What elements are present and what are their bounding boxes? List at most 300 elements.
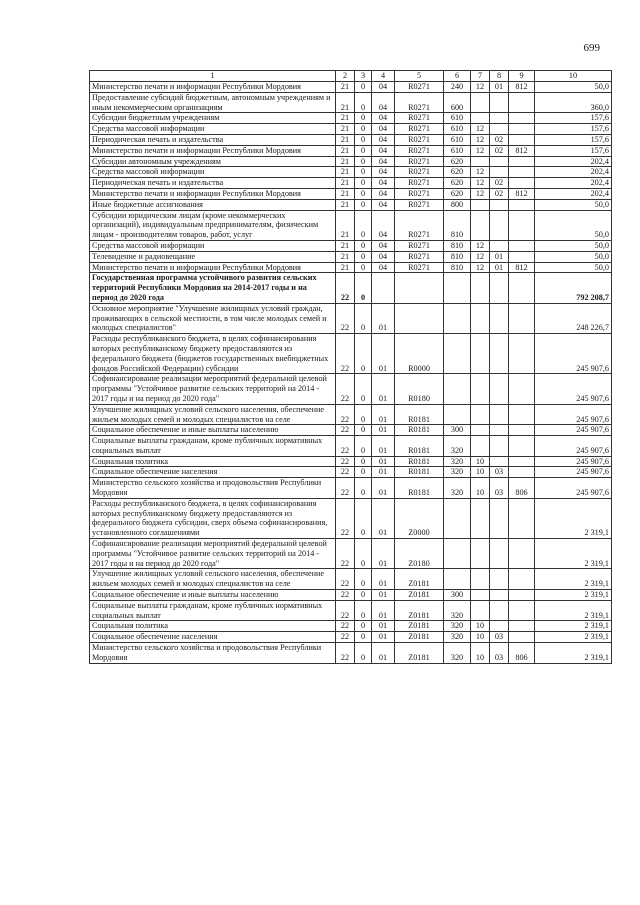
cell-ministry [509,621,535,632]
cell-subsection: 01 [490,262,509,273]
row-name: Министерство сельского хозяйства и продовольствия Республики Мордовия [90,478,336,499]
cell-amount: 2 319,1 [535,643,612,664]
cell-subprogram: 04 [372,145,395,156]
cell-amount: 245 907,6 [535,334,612,374]
cell-ministry [509,590,535,601]
row-name: Периодическая печать и издательства [90,134,336,145]
cell-section [471,404,490,425]
cell-admin: 21 [336,124,355,135]
cell-subsection [490,590,509,601]
cell-ministry: 806 [509,478,535,499]
cell-ministry [509,404,535,425]
cell-amount: 245 907,6 [535,425,612,436]
cell-amount: 50,0 [535,82,612,93]
table-row [90,456,612,467]
cell-expense-type: 320 [444,478,471,499]
cell-ministry [509,334,535,374]
cell-subsection [490,621,509,632]
cell-subprogram: 04 [372,134,395,145]
cell-ministry [509,92,535,113]
cell-admin: 22 [336,632,355,643]
cell-ministry [509,539,535,569]
cell-program-type: 0 [355,498,372,538]
row-name: Социальное обеспечение и иные выплаты населению [90,425,336,436]
table-row [90,374,612,404]
row-name: Средства массовой информации [90,167,336,178]
table-row [90,145,612,156]
cell-program-type: 0 [355,178,372,189]
cell-program-type: 0 [355,92,372,113]
cell-expense-type [444,334,471,374]
table-row [90,82,612,93]
cell-admin: 22 [336,643,355,664]
cell-amount: 2 319,1 [535,569,612,590]
cell-section: 12 [471,145,490,156]
table-body [90,82,612,664]
cell-direction: R0181 [395,456,444,467]
cell-amount: 2 319,1 [535,632,612,643]
cell-subprogram: 01 [372,643,395,664]
cell-admin: 21 [336,199,355,210]
cell-program-type: 0 [355,303,372,333]
cell-expense-type: 320 [444,632,471,643]
cell-expense-type: 620 [444,167,471,178]
cell-admin: 22 [336,334,355,374]
cell-direction: R0271 [395,251,444,262]
cell-subsection [490,303,509,333]
cell-amount: 2 319,1 [535,600,612,621]
cell-ministry [509,600,535,621]
cell-section: 10 [471,632,490,643]
cell-program-type: 0 [355,425,372,436]
cell-admin: 21 [336,156,355,167]
cell-amount: 202,4 [535,188,612,199]
cell-subsection [490,240,509,251]
cell-subsection: 01 [490,251,509,262]
cell-program-type: 0 [355,621,372,632]
table-row [90,156,612,167]
cell-subsection [490,404,509,425]
table-row [90,251,612,262]
table-row [90,569,612,590]
cell-direction: R0181 [395,478,444,499]
cell-ministry [509,569,535,590]
cell-direction: Z0181 [395,590,444,601]
cell-amount: 245 907,6 [535,374,612,404]
cell-subsection: 02 [490,145,509,156]
cell-direction: R0271 [395,262,444,273]
cell-expense-type: 810 [444,251,471,262]
cell-admin: 22 [336,273,355,303]
cell-admin: 21 [336,210,355,240]
cell-subsection [490,425,509,436]
cell-subprogram: 01 [372,303,395,333]
cell-amount: 2 319,1 [535,498,612,538]
cell-amount: 245 907,6 [535,456,612,467]
cell-amount: 202,4 [535,178,612,189]
cell-ministry: 812 [509,82,535,93]
cell-section [471,273,490,303]
row-name: Средства массовой информации [90,124,336,135]
table-row [90,113,612,124]
cell-expense-type: 810 [444,210,471,240]
cell-section [471,498,490,538]
row-name: Улучшение жилищных условий сельского населения, обеспечение жильем молодых семей и молодых специалистов на селе [90,404,336,425]
cell-expense-type: 300 [444,590,471,601]
table-row [90,404,612,425]
cell-expense-type: 620 [444,188,471,199]
cell-admin: 22 [336,498,355,538]
row-name: Социальные выплаты гражданам, кроме публичных нормативных социальных выплат [90,600,336,621]
cell-admin: 21 [336,92,355,113]
cell-subsection: 03 [490,467,509,478]
cell-amount: 50,0 [535,251,612,262]
cell-subsection [490,600,509,621]
column-header: 7 [471,71,490,82]
cell-expense-type [444,404,471,425]
row-name: Иные бюджетные ассигнования [90,199,336,210]
cell-program-type: 0 [355,188,372,199]
cell-direction: R0181 [395,425,444,436]
cell-direction [395,303,444,333]
cell-amount: 50,0 [535,240,612,251]
cell-admin: 21 [336,262,355,273]
cell-ministry [509,374,535,404]
cell-amount: 202,4 [535,167,612,178]
cell-ministry [509,210,535,240]
cell-expense-type: 320 [444,600,471,621]
cell-section [471,600,490,621]
row-name: Софинансирование реализации мероприятий федеральной целевой программы "Устойчивое развитие сельских территорий на 2014 - 2017 годы и на период до 2020 года" [90,539,336,569]
cell-ministry: 812 [509,188,535,199]
cell-admin: 21 [336,134,355,145]
cell-subsection [490,334,509,374]
cell-program-type: 0 [355,334,372,374]
cell-ministry [509,134,535,145]
cell-subprogram: 01 [372,498,395,538]
table-row [90,262,612,273]
row-name: Периодическая печать и издательства [90,178,336,189]
row-name: Субсидии бюджетным учреждениям [90,113,336,124]
cell-section: 10 [471,456,490,467]
cell-expense-type: 610 [444,145,471,156]
cell-admin: 21 [336,240,355,251]
cell-ministry [509,240,535,251]
column-header: 6 [444,71,471,82]
cell-program-type: 0 [355,199,372,210]
cell-admin: 21 [336,82,355,93]
table-row [90,199,612,210]
budget-table [89,70,612,664]
cell-program-type: 0 [355,632,372,643]
cell-program-type: 0 [355,145,372,156]
cell-direction: R0180 [395,374,444,404]
cell-subprogram: 01 [372,590,395,601]
cell-section [471,539,490,569]
cell-subsection [490,456,509,467]
cell-subprogram: 04 [372,199,395,210]
table-row [90,632,612,643]
cell-amount: 157,6 [535,134,612,145]
cell-subsection: 03 [490,632,509,643]
cell-direction: Z0181 [395,569,444,590]
table-row [90,621,612,632]
cell-amount: 245 907,6 [535,467,612,478]
cell-section: 10 [471,478,490,499]
column-header: 3 [355,71,372,82]
table-row [90,92,612,113]
cell-amount: 50,0 [535,210,612,240]
row-name: Субсидии автономным учреждениям [90,156,336,167]
cell-ministry [509,456,535,467]
cell-direction: R0271 [395,167,444,178]
cell-ministry [509,156,535,167]
cell-subprogram: 01 [372,467,395,478]
cell-ministry [509,303,535,333]
cell-direction: R0271 [395,188,444,199]
cell-direction: R0271 [395,145,444,156]
cell-subsection: 03 [490,643,509,664]
row-name: Социальное обеспечение населения [90,632,336,643]
cell-subsection [490,167,509,178]
cell-subprogram: 01 [372,478,395,499]
row-name: Социальная политика [90,621,336,632]
cell-ministry [509,467,535,478]
cell-program-type: 0 [355,478,372,499]
cell-program-type: 0 [355,374,372,404]
cell-subsection: 03 [490,478,509,499]
cell-program-type: 0 [355,273,372,303]
cell-amount: 360,0 [535,92,612,113]
cell-direction [395,273,444,303]
cell-subsection: 01 [490,82,509,93]
cell-subprogram: 01 [372,374,395,404]
cell-program-type: 0 [355,210,372,240]
cell-subsection [490,436,509,457]
row-name: Телевидение и радиовещание [90,251,336,262]
cell-ministry [509,425,535,436]
cell-admin: 22 [336,467,355,478]
cell-section: 10 [471,621,490,632]
cell-section [471,436,490,457]
column-header: 2 [336,71,355,82]
table-row [90,303,612,333]
column-header: 10 [535,71,612,82]
cell-direction: Z0180 [395,539,444,569]
cell-subprogram: 01 [372,334,395,374]
cell-ministry [509,498,535,538]
cell-direction: R0271 [395,134,444,145]
cell-subprogram: 04 [372,178,395,189]
cell-program-type: 0 [355,600,372,621]
cell-ministry [509,113,535,124]
cell-subsection [490,199,509,210]
table-row [90,425,612,436]
cell-amount: 202,4 [535,156,612,167]
row-name: Министерство печати и информации Республики Мордовия [90,188,336,199]
cell-amount: 245 907,6 [535,404,612,425]
cell-subprogram: 04 [372,251,395,262]
cell-section [471,92,490,113]
cell-subprogram: 01 [372,621,395,632]
cell-subprogram: 04 [372,210,395,240]
cell-program-type: 0 [355,156,372,167]
cell-expense-type [444,303,471,333]
cell-expense-type: 600 [444,92,471,113]
cell-amount: 50,0 [535,199,612,210]
cell-direction: Z0181 [395,600,444,621]
cell-subprogram: 01 [372,539,395,569]
cell-direction: R0271 [395,156,444,167]
cell-section: 12 [471,178,490,189]
cell-amount: 2 319,1 [535,539,612,569]
cell-subsection: 02 [490,188,509,199]
cell-expense-type: 610 [444,113,471,124]
cell-section [471,156,490,167]
cell-section: 12 [471,134,490,145]
cell-amount: 2 319,1 [535,621,612,632]
cell-expense-type: 320 [444,436,471,457]
cell-ministry: 812 [509,262,535,273]
cell-ministry [509,167,535,178]
table-row [90,436,612,457]
table-row [90,334,612,374]
cell-program-type: 0 [355,436,372,457]
cell-subprogram: 04 [372,262,395,273]
cell-amount: 248 226,7 [535,303,612,333]
cell-subprogram: 01 [372,404,395,425]
cell-admin: 21 [336,251,355,262]
table-row [90,167,612,178]
cell-program-type: 0 [355,251,372,262]
cell-program-type: 0 [355,124,372,135]
cell-amount: 792 208,7 [535,273,612,303]
cell-ministry [509,178,535,189]
cell-expense-type [444,539,471,569]
cell-section [471,425,490,436]
cell-direction: R0271 [395,124,444,135]
cell-direction: R0271 [395,240,444,251]
cell-amount: 157,6 [535,113,612,124]
cell-section: 12 [471,167,490,178]
cell-direction: R0181 [395,467,444,478]
cell-program-type: 0 [355,262,372,273]
cell-direction: Z0181 [395,632,444,643]
cell-expense-type: 320 [444,621,471,632]
cell-subsection [490,539,509,569]
cell-admin: 21 [336,178,355,189]
row-name: Основное мероприятие "Улучшение жилищных условий граждан, проживающих в сельской местности, в том числе молодых семей и молодых специалистов" [90,303,336,333]
cell-program-type: 0 [355,456,372,467]
table-row [90,188,612,199]
cell-section: 12 [471,240,490,251]
cell-admin: 22 [336,303,355,333]
cell-expense-type [444,273,471,303]
table-row [90,600,612,621]
row-name: Софинансирование реализации мероприятий федеральной целевой программы "Устойчивое развитие сельских территорий на 2014 - 2017 годы и на период до 2020 года" [90,374,336,404]
table-row [90,124,612,135]
cell-direction: R0181 [395,404,444,425]
cell-section: 12 [471,124,490,135]
cell-direction: R0271 [395,199,444,210]
cell-expense-type: 610 [444,124,471,135]
row-name: Расходы республиканского бюджета, в целях софинансирования которых республиканскому бюджету предоставляются из федерального бюджета субсидии, сверх объема софинансирования, установленного соглашениями [90,498,336,538]
cell-section: 10 [471,467,490,478]
cell-subsection: 02 [490,134,509,145]
cell-ministry [509,251,535,262]
cell-subprogram: 01 [372,600,395,621]
cell-ministry: 806 [509,643,535,664]
table-row [90,273,612,303]
cell-section [471,210,490,240]
column-header: 4 [372,71,395,82]
column-header: 5 [395,71,444,82]
cell-amount: 2 319,1 [535,590,612,601]
cell-admin: 22 [336,436,355,457]
cell-section [471,113,490,124]
cell-subsection [490,498,509,538]
table-row [90,240,612,251]
cell-expense-type: 300 [444,425,471,436]
cell-admin: 22 [336,404,355,425]
cell-subsection [490,124,509,135]
cell-section [471,590,490,601]
cell-amount: 245 907,6 [535,436,612,457]
cell-admin: 22 [336,374,355,404]
column-header: 8 [490,71,509,82]
cell-direction: R0271 [395,92,444,113]
column-header: 9 [509,71,535,82]
row-name: Улучшение жилищных условий сельского населения, обеспечение жильем молодых семей и молодых специалистов на селе [90,569,336,590]
header-row [90,71,612,82]
cell-program-type: 0 [355,240,372,251]
cell-expense-type [444,498,471,538]
cell-expense-type: 620 [444,156,471,167]
cell-expense-type [444,374,471,404]
cell-amount: 245 907,6 [535,478,612,499]
cell-admin: 22 [336,590,355,601]
cell-ministry [509,436,535,457]
cell-direction: R0000 [395,334,444,374]
cell-program-type: 0 [355,82,372,93]
cell-subprogram: 01 [372,456,395,467]
cell-program-type: 0 [355,404,372,425]
cell-expense-type: 320 [444,456,471,467]
cell-subprogram: 01 [372,569,395,590]
cell-direction: Z0181 [395,621,444,632]
cell-section: 10 [471,643,490,664]
cell-program-type: 0 [355,539,372,569]
cell-admin: 22 [336,456,355,467]
cell-section: 12 [471,251,490,262]
cell-program-type: 0 [355,134,372,145]
page-number: 699 [583,42,600,54]
cell-admin: 21 [336,113,355,124]
table-row [90,178,612,189]
cell-expense-type: 800 [444,199,471,210]
cell-direction: R0271 [395,113,444,124]
cell-ministry [509,124,535,135]
cell-admin: 22 [336,478,355,499]
cell-admin: 21 [336,188,355,199]
cell-program-type: 0 [355,590,372,601]
cell-expense-type: 610 [444,134,471,145]
table-row [90,539,612,569]
cell-amount: 157,6 [535,124,612,135]
cell-section: 12 [471,262,490,273]
cell-section [471,569,490,590]
cell-section [471,374,490,404]
